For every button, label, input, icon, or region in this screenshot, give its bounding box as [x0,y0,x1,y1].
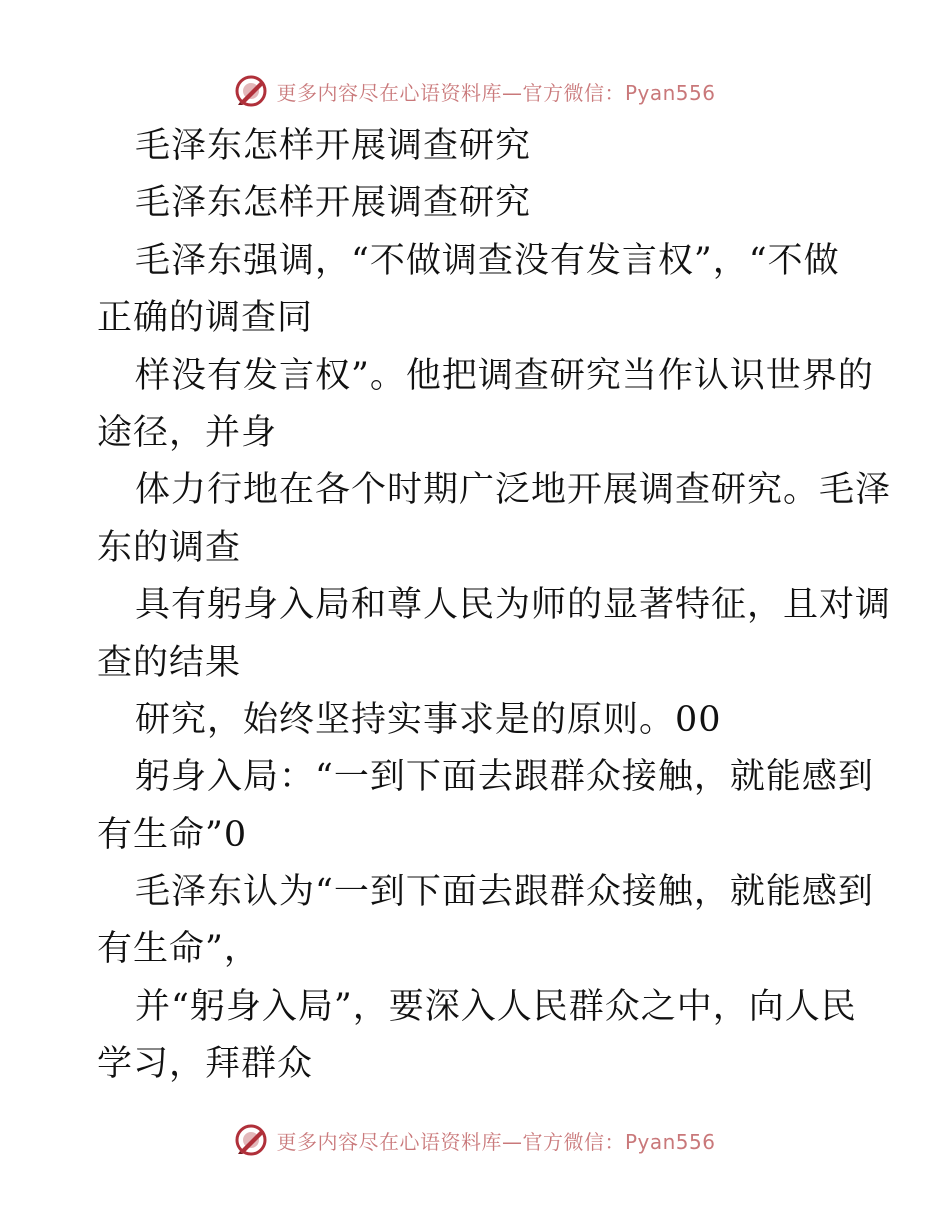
pen-circle-logo-icon [234,74,268,108]
paragraph-line: 正确的调查同 [97,298,314,339]
header-watermark-text: 更多内容尽在心语资料库—官方微信：Pyan556 [276,80,716,105]
section-heading: 躬身入局：“一到下面去跟群众接触，就能感到 [135,757,874,798]
footer-watermark [0,1120,950,1160]
paragraph-line: 毛泽东认为“一到下面去跟群众接触，就能感到 [135,872,874,913]
paragraph-line: 学习，拜群众 [97,1044,314,1085]
paragraph-line: 样没有发言权”。他把调查研究当作认识世界的 [135,355,874,396]
paragraph-line: 并“躬身入局”，要深入人民群众之中，向人民 [135,986,857,1027]
paragraph-line: 查的结果 [97,642,242,683]
paragraph-line: 途径，并身 [97,412,278,453]
document-title: 毛泽东怎样开展调查研究 [135,126,532,166]
paragraph-line: 体力行地在各个时期广泛地开展调查研究。毛泽 [135,470,892,511]
paragraph-line: 毛泽东强调，“不做调查没有发言权”，“不做 [135,240,840,281]
paragraph-line: 有生命”， [97,929,260,970]
paragraph-line: 具有躬身入局和尊人民为师的显著特征，且对调 [135,585,892,626]
pen-circle-logo-icon [234,1123,268,1157]
document-subtitle: 毛泽东怎样开展调查研究 [135,183,532,224]
header-watermark [0,71,950,111]
paragraph-line: 东的调查 [97,527,242,568]
document-body [97,118,892,1094]
section-heading-continued: 有生命”0 [97,814,248,855]
footer-watermark-text: 更多内容尽在心语资料库—官方微信：Pyan556 [276,1129,716,1154]
paragraph-line: 研究，始终坚持实事求是的原则。00 [135,699,722,740]
